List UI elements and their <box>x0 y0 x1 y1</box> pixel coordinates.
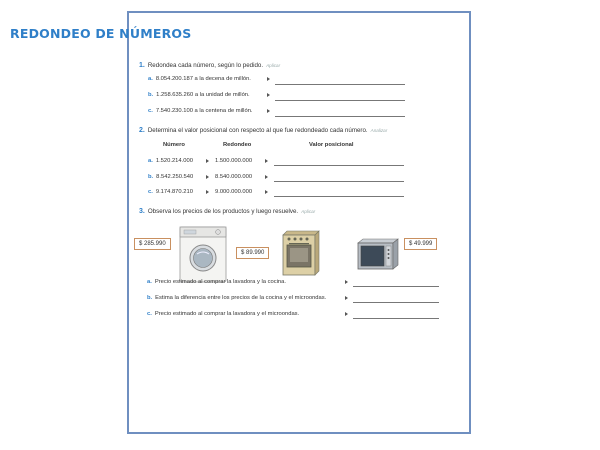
answer-line-q3a[interactable] <box>353 286 439 287</box>
price-tag-microondas: $ 49.999 <box>404 238 437 250</box>
header-valor-posicional: Valor posicional <box>309 142 354 148</box>
header-numero: Número <box>163 142 185 148</box>
arrow-icon <box>265 175 268 179</box>
rounded-value: 9.000.000.000 <box>215 189 253 195</box>
q3-item-b: b. Estima la diferencia entre los precios de la cocina y el microondas. <box>147 295 327 301</box>
question-3-skill: Aplicar <box>301 209 316 214</box>
q1-item-c: c. 7.540.230.100 a la centena de millón. <box>148 108 253 114</box>
table-row: b. 8.542.250.540 <box>148 174 194 180</box>
worksheet-frame <box>127 11 471 434</box>
table-row: a. 1.520.214.000 <box>148 158 193 164</box>
question-1-text: Redondea cada número, según lo pedido. <box>147 62 264 69</box>
question-2-number: 2. <box>139 127 145 134</box>
arrow-icon <box>206 159 209 163</box>
q1-item-a: a. 8.054.200.187 a la decena de millón. <box>148 76 251 82</box>
arrow-icon <box>206 190 209 194</box>
arrow-icon <box>267 77 270 81</box>
question-2-skill: Analizar <box>370 128 388 133</box>
answer-line-q1a[interactable] <box>275 84 405 85</box>
price-tag-lavadora: $ 285.990 <box>134 238 171 250</box>
q3-item-a: a. Precio estimado al comprar la lavadora y la cocina. <box>147 279 286 285</box>
question-1-skill: Aplicar <box>266 63 281 68</box>
question-3 <box>139 208 315 215</box>
header-redondeo: Redondeo <box>223 142 252 148</box>
question-2-text: Determina el valor posicional con respecto al que fue redondeado cada número. <box>147 127 368 134</box>
arrow-icon <box>265 190 268 194</box>
arrow-icon <box>267 93 270 97</box>
rounded-value: 8.540.000.000 <box>215 174 253 180</box>
answer-line-q2c[interactable] <box>274 196 404 197</box>
washing-machine-icon <box>178 225 230 285</box>
arrow-icon <box>265 159 268 163</box>
q1-item-b: b. 1.258.635.260 a la unidad de millón. <box>148 92 250 98</box>
page-title: REDONDEO DE NÚMEROS <box>10 26 192 41</box>
price-tag-cocina: $ 89.990 <box>236 247 269 259</box>
table-row: c. 9.174.870.210 <box>148 189 193 195</box>
question-1-number: 1. <box>139 62 145 69</box>
q3-item-c: c. Precio estimado al comprar la lavadora y el microondas. <box>147 311 300 317</box>
microwave-icon <box>355 237 401 271</box>
answer-line-q1b[interactable] <box>275 100 405 101</box>
arrow-icon <box>267 109 270 113</box>
question-1 <box>139 62 280 69</box>
question-3-text: Observa los precios de los productos y luego resuelve. <box>147 208 299 215</box>
answer-line-q2b[interactable] <box>274 181 404 182</box>
answer-line-q3c[interactable] <box>353 318 439 319</box>
arrow-icon <box>345 312 348 316</box>
answer-line-q1c[interactable] <box>275 116 405 117</box>
arrow-icon <box>206 175 209 179</box>
question-3-number: 3. <box>139 208 145 215</box>
rounded-value: 1.500.000.000 <box>215 158 253 164</box>
arrow-icon <box>345 296 348 300</box>
answer-line-q2a[interactable] <box>274 165 404 166</box>
stove-icon <box>279 227 321 277</box>
question-2 <box>139 127 387 134</box>
arrow-icon <box>345 280 348 284</box>
answer-line-q3b[interactable] <box>353 302 439 303</box>
